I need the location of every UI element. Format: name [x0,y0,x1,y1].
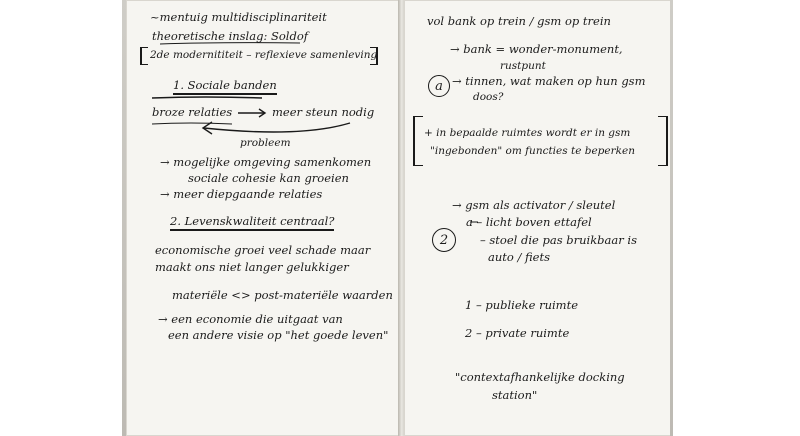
line-a-left: broze relaties [152,105,233,119]
left-heading-1: ~mentuig multidisciplinariteit [150,10,327,24]
right-box-line-1: + in bepaalde ruimtes wordt er in gsm [424,127,631,139]
left-line-d1: → een economie die uitgaat van [158,312,343,326]
left-line-d2: een andere visie op "het goede leven" [168,328,389,342]
left-bullet-2: → meer diepgaande relaties [160,187,323,201]
left-line-b2: maakt ons niet langer gelukkiger [155,260,349,274]
curved-arrow [204,123,350,132]
left-bullet-1b: sociale cohesie kan groeien [188,171,349,185]
right-list-1: a – licht boven ettafel [466,215,592,229]
circled-2: 2 [432,228,456,252]
left-bracket-note: 2de modernititeit – reflexieve samenleving [150,49,378,61]
probleem-label: probleem [240,137,291,149]
line-a-underline [152,123,232,124]
right-bullet-2a: → tinnen, wat maken op hun gsm [452,74,646,88]
left-line-c: materiële <> post-materiële waarden [172,288,393,302]
right-private-space: 2 – private ruimte [465,326,570,340]
line-a-right: meer steun nodig [272,105,375,119]
right-bullet-2b: doos? [473,91,504,103]
heading-underline [160,43,300,44]
section-1-title: 1. Sociale banden [173,80,277,95]
right-quote-line-2: station" [492,388,538,402]
section-2-title: 2. Levenskwaliteit centraal? [170,216,334,231]
section-1-underline [152,97,262,98]
right-bullet-1b: rustpunt [500,60,546,72]
right-list-2: – stoel die pas bruikbaar is [480,233,637,247]
circled-a: a [428,75,450,97]
right-bullet-1a: → bank = wonder-monument, [450,42,623,56]
right-activator: → gsm als activator / sleutel [452,198,616,212]
right-box-line-2: "ingebonden" om functies te beperken [430,145,635,157]
left-line-b1: economische groei veel schade maar [155,243,371,257]
left-bullet-1a: → mogelijke omgeving samenkomen [160,155,372,169]
right-public-space: 1 – publieke ruimte [465,298,579,312]
left-heading-2: theoretische inslag: Soldof [152,29,309,43]
right-top-line: vol bank op trein / gsm op trein [427,14,611,28]
right-quote-line-1: "contextafhankelijke docking [455,370,625,384]
right-list-3: auto / fiets [488,250,550,264]
